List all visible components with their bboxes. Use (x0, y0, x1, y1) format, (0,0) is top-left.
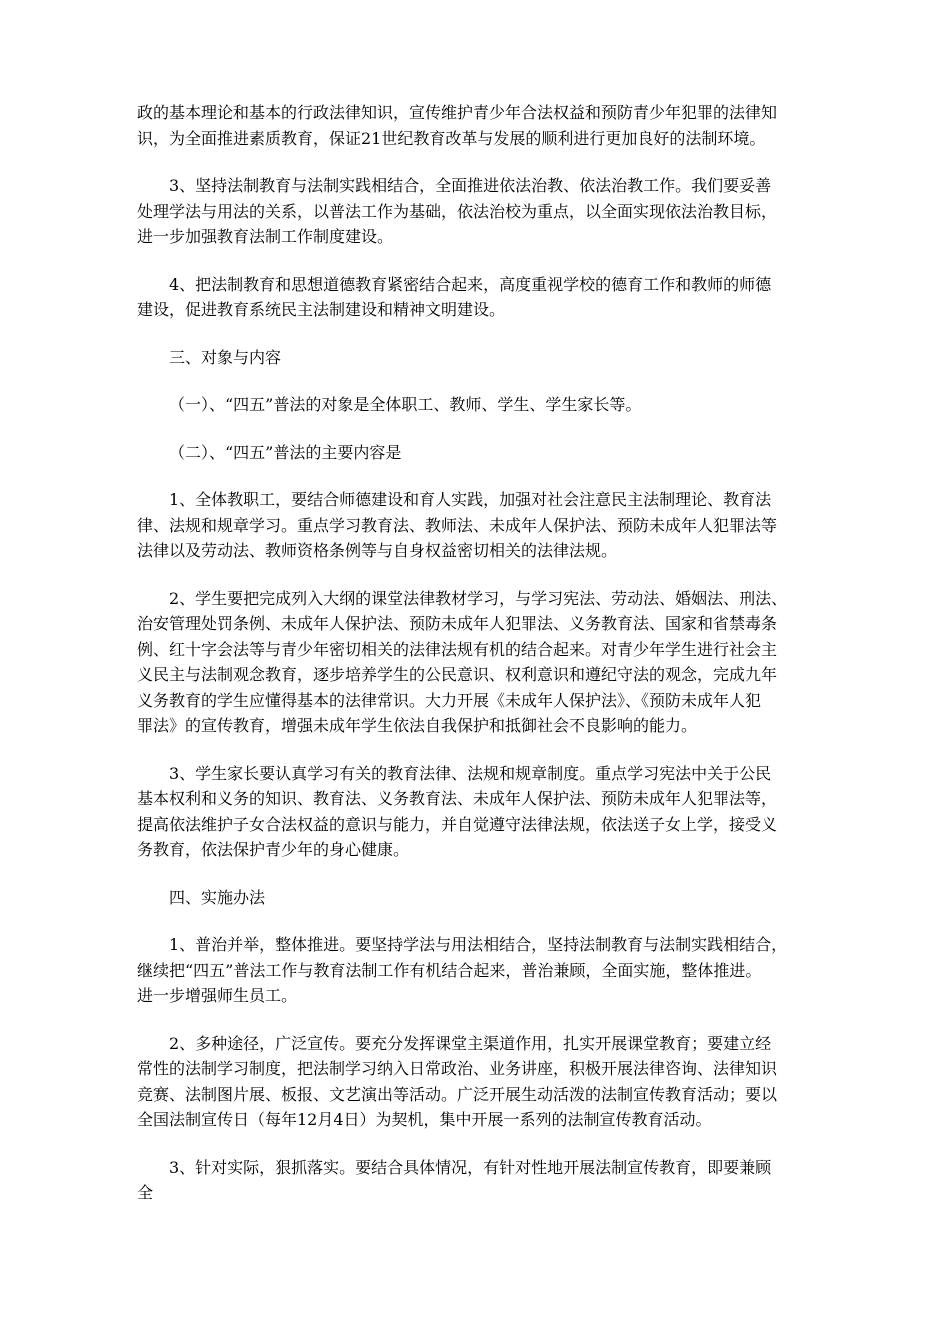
text-line: 1、全体教职工，要结合师德建设和育人实践，加强对社会注意民主法制理论、教育法 (169, 490, 772, 509)
paragraph-s2 (137, 440, 813, 466)
text-line: 3、坚持法制教育与法制实践相结合，全面推进依法治教、依法治教工作。我们要妥善 (169, 176, 772, 195)
text-line: 务教育，依法保护青少年的身心健康。 (137, 840, 410, 859)
document-page (137, 100, 813, 1228)
paragraph-m1 (137, 932, 813, 1009)
text-line: 识，为全面推进素质教育，保证21世纪教育改革与发展的顺利进行更加良好的法制环境。 (137, 128, 766, 148)
paragraph-h3 (137, 345, 813, 371)
text-line: （一）、“四五”普法的对象是全体职工、教师、学生、学生家长等。 (169, 395, 642, 414)
text-line: 义务教育的学生应懂得基本的法律常识。大力开展《未成年人保护法》、《预防未成年人犯 (137, 690, 762, 710)
text-line: 例、红十字会法等与青少年密切相关的法律法规有机的结合起来。对青少年学生进行社会主 (137, 639, 778, 659)
paragraph-c3 (137, 761, 813, 863)
text-line: 进一步加强教育法制工作制度建设。 (137, 227, 394, 246)
text-line: 1、普治并举，整体推进。要坚持学法与用法相结合，坚持法制教育与法制实践相结合， (169, 935, 788, 954)
text-line: 罪法》的宣传教育，增强未成年学生依法自我保护和抵御社会不良影响的能力。 (137, 716, 698, 735)
text-line: 基本权利和义务的知识、教育法、义务教育法、未成年人保护法、预防未成年人犯罪法等， (137, 789, 778, 808)
text-line: 全 (137, 1183, 154, 1202)
text-line: 继续把“四五”普法工作与教育法制工作有机结合起来，普治兼顾，全面实施，整体推进。 (137, 960, 762, 980)
text-line: 三、对象与内容 (169, 347, 282, 367)
paragraph-p4 (137, 272, 813, 323)
text-line: 2、多种途径，广泛宣传。要充分发挥课堂主渠道作用，扎实开展课堂教育；要建立经 (169, 1033, 772, 1053)
text-line: 治安管理处罚条例、未成年人保护法、预防未成年人犯罪法、义务教育法、国家和省禁毒条 (137, 614, 778, 633)
text-line: 义民主与法制观念教育，逐步培养学生的公民意识、权利意识和遵纪守法的观念，完成九年 (137, 665, 778, 684)
text-line: 法律以及劳动法、教师资格条例等与自身权益密切相关的法律法规。 (137, 541, 618, 560)
text-line: 常性的法制学习制度，把法制学习纳入日常政治、业务讲座，积极开展法律咨询、法律知识 (137, 1059, 778, 1078)
paragraph-intro-cont (137, 100, 813, 151)
paragraph-s1 (137, 392, 813, 418)
paragraph-m3 (137, 1155, 813, 1206)
text-line: 律、法规和规章学习。重点学习教育法、教师法、未成年人保护法、预防未成年人犯罪法等 (137, 515, 778, 535)
text-line: 进一步增强师生员工。 (137, 986, 298, 1005)
text-line: 3、学生家长要认真学习有关的教育法律、法规和规章制度。重点学习宪法中关于公民 (169, 763, 772, 783)
text-line: 建设，促进教育系统民主法制建设和精神文明建设。 (137, 300, 506, 319)
text-line: 全国法制宣传日（每年12月4日）为契机，集中开展一系列的法制宣传教育活动。 (137, 1110, 712, 1129)
paragraph-c2 (137, 586, 813, 739)
text-line: 四、实施办法 (169, 887, 266, 907)
paragraph-m2 (137, 1031, 813, 1133)
paragraph-h4 (137, 885, 813, 911)
text-line: 3、针对实际，狠抓落实。要结合具体情况，有针对性地开展法制宣传教育，即要兼顾 (169, 1157, 772, 1177)
text-line: 4、把法制教育和思想道德教育紧密结合起来，高度重视学校的德育工作和教师的师德 (169, 274, 772, 294)
text-line: 处理学法与用法的关系，以普法工作为基础，依法治校为重点，以全面实现依法治教目标， (137, 201, 778, 221)
text-line: 政的基本理论和基本的行政法律知识，宣传维护青少年合法权益和预防青少年犯罪的法律知 (137, 103, 778, 122)
text-line: （二）、“四五”普法的主要内容是 (169, 442, 402, 462)
text-line: 竞赛、法制图片展、板报、文艺演出等活动。广泛开展生动活泼的法制宣传教育活动；要以 (137, 1084, 778, 1104)
paragraph-p3 (137, 173, 813, 250)
text-line: 提高依法维护子女合法权益的意识与能力，并自觉遵守法律法规，依法送子女上学，接受义 (137, 814, 778, 834)
text-line: 2、学生要把完成列入大纲的课堂法律教材学习，与学习宪法、劳动法、婚姻法、刑法、 (169, 588, 788, 608)
paragraph-c1 (137, 487, 813, 564)
